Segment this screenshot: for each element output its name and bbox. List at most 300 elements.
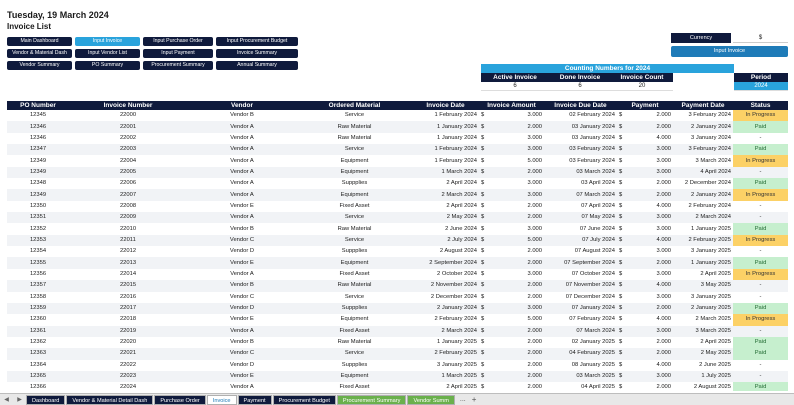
table-cell[interactable]: 3 January 2025 bbox=[691, 293, 731, 300]
table-cell[interactable]: Raw Material bbox=[337, 339, 372, 346]
table-cell[interactable]: 1 March 2024 bbox=[412, 167, 479, 178]
table-cell[interactable]: 12352 bbox=[29, 225, 47, 232]
table-cell[interactable]: 22001 bbox=[69, 121, 187, 132]
table-cell[interactable] bbox=[617, 382, 673, 391]
table-cell[interactable]: 22010 bbox=[119, 225, 137, 232]
status-badge[interactable]: Paid bbox=[733, 223, 788, 234]
table-cell[interactable] bbox=[479, 121, 544, 132]
table-cell[interactable]: Fixed Asset bbox=[339, 270, 370, 277]
table-cell[interactable]: 3 January 2025 bbox=[437, 361, 477, 368]
table-cell[interactable]: 07 April 2024 bbox=[581, 202, 615, 209]
table-row[interactable] bbox=[7, 348, 788, 359]
table-cell[interactable] bbox=[479, 189, 544, 200]
table-cell[interactable]: Vendor A bbox=[187, 167, 297, 178]
table-cell[interactable]: 1 January 2024 bbox=[437, 134, 477, 141]
table-cell[interactable]: 22023 bbox=[69, 371, 187, 382]
table-cell[interactable]: 1 February 2024 bbox=[412, 144, 479, 155]
status-badge[interactable]: In Progress bbox=[733, 269, 788, 280]
input-vendor-list-button[interactable]: Input Vendor List bbox=[75, 49, 140, 58]
table-cell[interactable]: 12356 bbox=[29, 270, 47, 277]
table-cell[interactable] bbox=[479, 314, 544, 325]
table-cell[interactable] bbox=[479, 246, 544, 257]
table-cell[interactable]: 1 July 2025 bbox=[673, 371, 733, 382]
po-summary-button[interactable]: PO Summary bbox=[75, 61, 140, 70]
table-cell[interactable]: Vendor A bbox=[230, 384, 254, 391]
table-cell[interactable] bbox=[479, 337, 544, 348]
table-cell[interactable]: 22014 bbox=[119, 270, 137, 277]
status-badge[interactable]: - bbox=[733, 371, 788, 382]
table-cell[interactable]: Service bbox=[297, 212, 412, 223]
table-cell[interactable]: 07 November 2024 bbox=[544, 280, 617, 291]
table-cell[interactable]: Vendor A bbox=[187, 121, 297, 132]
status-badge[interactable]: Paid bbox=[733, 337, 788, 348]
status-badge[interactable]: - bbox=[733, 326, 788, 337]
table-cell[interactable]: Service bbox=[344, 112, 365, 119]
table-cell[interactable]: 2 May 2025 bbox=[673, 348, 733, 359]
table-cell[interactable] bbox=[617, 303, 673, 314]
table-cell[interactable]: 12360 bbox=[29, 316, 47, 323]
table-cell[interactable]: 03 February 2024 bbox=[544, 144, 617, 155]
sheet-tab[interactable]: Invoice bbox=[207, 395, 237, 405]
table-cell[interactable]: 12359 bbox=[7, 303, 69, 314]
table-row[interactable] bbox=[7, 246, 788, 257]
table-cell[interactable]: Vendor A bbox=[230, 270, 254, 277]
table-cell[interactable]: 07 December 2024 bbox=[565, 293, 615, 300]
table-cell[interactable] bbox=[617, 201, 673, 212]
table-cell[interactable] bbox=[479, 201, 544, 212]
table-cell[interactable]: Vendor E bbox=[187, 371, 297, 382]
table-row[interactable] bbox=[7, 223, 788, 234]
status-badge[interactable]: Paid bbox=[733, 178, 788, 189]
sheet-tab[interactable]: Vendor Summ bbox=[407, 395, 454, 405]
table-cell[interactable]: Vendor A bbox=[230, 157, 254, 164]
table-cell[interactable]: 22002 bbox=[119, 134, 137, 141]
currency-value[interactable]: $ bbox=[733, 33, 788, 43]
table-cell[interactable]: 2 December 2024 bbox=[430, 293, 477, 300]
table-cell[interactable]: Vendor A bbox=[187, 144, 297, 155]
status-badge[interactable]: - bbox=[733, 212, 788, 223]
vendor-summary-button[interactable]: Vendor Summary bbox=[7, 61, 72, 70]
period-value[interactable]: 2024 bbox=[734, 82, 788, 91]
table-cell[interactable]: Vendor D bbox=[229, 248, 255, 255]
table-row[interactable] bbox=[7, 110, 788, 121]
table-cell[interactable]: 04 April 2025 bbox=[581, 384, 615, 391]
table-row[interactable] bbox=[7, 314, 788, 325]
table-cell[interactable]: Equipment bbox=[297, 167, 412, 178]
table-cell[interactable] bbox=[479, 110, 544, 121]
table-cell[interactable]: 2 March 2025 bbox=[695, 316, 731, 323]
table-row[interactable] bbox=[7, 121, 788, 132]
status-badge[interactable]: In Progress bbox=[733, 235, 788, 246]
table-cell[interactable]: 2 February 2025 bbox=[673, 235, 733, 246]
table-cell[interactable]: 03 January 2024 bbox=[571, 134, 615, 141]
table-cell[interactable]: Vendor A bbox=[230, 134, 254, 141]
table-cell[interactable] bbox=[617, 110, 673, 121]
table-cell[interactable]: Fixed Asset bbox=[339, 202, 370, 209]
table-cell[interactable]: 22018 bbox=[119, 316, 137, 323]
input-invoice-nav-button[interactable]: Input Invoice bbox=[75, 37, 140, 46]
table-cell[interactable]: 3 February 2024 bbox=[688, 112, 731, 119]
status-badge[interactable]: - bbox=[733, 167, 788, 178]
table-cell[interactable]: 2 February 2025 bbox=[412, 348, 479, 359]
table-cell[interactable]: Vendor D bbox=[187, 303, 297, 314]
table-cell[interactable]: 2 January 2024 bbox=[412, 303, 479, 314]
table-cell[interactable] bbox=[617, 257, 673, 268]
table-cell[interactable]: 1 March 2025 bbox=[412, 371, 479, 382]
table-cell[interactable]: 22016 bbox=[119, 293, 137, 300]
table-cell[interactable]: 12349 bbox=[7, 189, 69, 200]
table-cell[interactable]: 12346 bbox=[29, 134, 47, 141]
status-badge[interactable]: - bbox=[759, 202, 762, 209]
table-cell[interactable] bbox=[617, 348, 673, 359]
table-cell[interactable]: 2 April 2025 bbox=[446, 384, 477, 391]
table-cell[interactable] bbox=[479, 144, 544, 155]
table-cell[interactable]: 2 April 2024 bbox=[446, 202, 477, 209]
table-cell[interactable]: 2 October 2024 bbox=[437, 270, 477, 277]
table-cell[interactable]: 12348 bbox=[29, 180, 47, 187]
table-cell[interactable]: 22013 bbox=[69, 257, 187, 268]
table-cell[interactable]: 22011 bbox=[69, 235, 187, 246]
table-cell[interactable] bbox=[479, 269, 544, 280]
table-cell[interactable]: 03 March 2025 bbox=[544, 371, 617, 382]
table-cell[interactable]: Vendor C bbox=[187, 348, 297, 359]
table-cell[interactable]: 1 January 2024 bbox=[412, 121, 479, 132]
table-cell[interactable]: 2 August 2024 bbox=[439, 248, 477, 255]
table-cell[interactable]: Vendor E bbox=[230, 316, 254, 323]
table-cell[interactable]: 07 March 2024 bbox=[544, 326, 617, 337]
table-cell[interactable]: 07 May 2024 bbox=[544, 212, 617, 223]
table-cell[interactable]: Service bbox=[297, 348, 412, 359]
table-cell[interactable]: Vendor A bbox=[230, 180, 254, 187]
table-cell[interactable]: 2 March 2024 bbox=[673, 212, 733, 223]
table-cell[interactable] bbox=[479, 280, 544, 291]
table-cell[interactable]: Raw Material bbox=[337, 134, 372, 141]
table-cell[interactable]: 22022 bbox=[119, 361, 137, 368]
table-cell[interactable]: 12349 bbox=[7, 167, 69, 178]
table-cell[interactable]: 12366 bbox=[29, 384, 47, 391]
procurement-summary-button[interactable]: Procurement Summary bbox=[143, 61, 213, 70]
invoice-summary-button[interactable]: Invoice Summary bbox=[216, 49, 298, 58]
table-cell[interactable]: 2 March 2024 bbox=[412, 326, 479, 337]
sheet-tab[interactable]: Procurement Summary bbox=[337, 395, 407, 405]
status-badge[interactable]: Paid bbox=[733, 348, 788, 359]
table-cell[interactable]: 03 January 2024 bbox=[544, 121, 617, 132]
annual-summary-button[interactable]: Annual Summary bbox=[216, 61, 298, 70]
table-cell[interactable] bbox=[617, 326, 673, 337]
table-cell[interactable]: 12351 bbox=[7, 212, 69, 223]
table-cell[interactable]: 22012 bbox=[119, 248, 137, 255]
table-cell[interactable]: Vendor A bbox=[187, 189, 297, 200]
status-badge[interactable]: In Progress bbox=[733, 314, 788, 325]
table-cell[interactable]: 2 June 2025 bbox=[699, 361, 731, 368]
table-cell[interactable] bbox=[617, 167, 673, 178]
sheet-tab[interactable]: Purchase Order bbox=[154, 395, 205, 405]
table-cell[interactable]: Suppplies bbox=[297, 303, 412, 314]
table-row[interactable] bbox=[7, 326, 788, 337]
table-cell[interactable]: Suppplies bbox=[341, 180, 368, 187]
table-cell[interactable] bbox=[617, 246, 673, 257]
sheet-tab[interactable]: Payment bbox=[238, 395, 272, 405]
table-cell[interactable]: Vendor D bbox=[229, 361, 255, 368]
table-cell[interactable]: 02 January 2025 bbox=[571, 339, 615, 346]
table-cell[interactable]: Raw Material bbox=[297, 280, 412, 291]
table-cell[interactable] bbox=[617, 178, 673, 189]
table-row[interactable] bbox=[7, 292, 788, 303]
table-cell[interactable]: 22007 bbox=[69, 189, 187, 200]
table-cell[interactable]: 22004 bbox=[119, 157, 137, 164]
table-row[interactable] bbox=[7, 155, 788, 166]
table-cell[interactable] bbox=[617, 189, 673, 200]
status-badge[interactable]: - bbox=[759, 361, 762, 368]
table-cell[interactable]: 07 October 2024 bbox=[571, 270, 615, 277]
table-cell[interactable]: 03 April 2024 bbox=[581, 180, 615, 187]
table-cell[interactable]: Vendor C bbox=[229, 293, 255, 300]
table-cell[interactable]: 22003 bbox=[69, 144, 187, 155]
table-cell[interactable] bbox=[479, 292, 544, 303]
status-badge[interactable]: In Progress bbox=[733, 155, 788, 166]
table-cell[interactable]: 07 February 2024 bbox=[569, 316, 615, 323]
sheet-tab[interactable]: Vendor & Material Detail Dash bbox=[66, 395, 153, 405]
table-cell[interactable]: 03 March 2024 bbox=[544, 167, 617, 178]
table-cell[interactable]: 1 January 2025 bbox=[673, 257, 733, 268]
table-cell[interactable]: 2 February 2024 bbox=[434, 316, 477, 323]
table-cell[interactable]: 12363 bbox=[7, 348, 69, 359]
table-cell[interactable]: 1 January 2025 bbox=[437, 339, 477, 346]
table-cell[interactable] bbox=[617, 360, 673, 371]
table-cell[interactable]: Vendor A bbox=[187, 212, 297, 223]
table-cell[interactable]: Vendor B bbox=[230, 225, 254, 232]
table-row[interactable] bbox=[7, 303, 788, 314]
table-cell[interactable]: 3 March 2025 bbox=[673, 326, 733, 337]
table-cell[interactable] bbox=[479, 223, 544, 234]
table-cell[interactable]: 4 April 2024 bbox=[673, 167, 733, 178]
table-cell[interactable] bbox=[617, 314, 673, 325]
add-sheet-icon[interactable]: + bbox=[471, 395, 477, 404]
table-row[interactable] bbox=[7, 178, 788, 189]
table-cell[interactable]: 07 July 2024 bbox=[544, 235, 617, 246]
status-badge[interactable]: Paid bbox=[733, 144, 788, 155]
table-cell[interactable]: 2 June 2024 bbox=[445, 225, 477, 232]
table-cell[interactable]: 12358 bbox=[29, 293, 47, 300]
table-cell[interactable]: 2 September 2024 bbox=[412, 257, 479, 268]
table-row[interactable] bbox=[7, 144, 788, 155]
table-cell[interactable] bbox=[479, 360, 544, 371]
table-cell[interactable]: 22005 bbox=[69, 167, 187, 178]
main-dashboard-button[interactable]: Main Dashboard bbox=[7, 37, 72, 46]
table-cell[interactable]: 2 February 2024 bbox=[688, 202, 731, 209]
table-cell[interactable]: 22006 bbox=[119, 180, 137, 187]
table-cell[interactable]: Vendor A bbox=[187, 326, 297, 337]
table-cell[interactable]: Fixed Asset bbox=[297, 326, 412, 337]
table-cell[interactable]: 22020 bbox=[119, 339, 137, 346]
table-cell[interactable]: Service bbox=[297, 235, 412, 246]
table-row[interactable] bbox=[7, 337, 788, 348]
table-cell[interactable] bbox=[617, 371, 673, 382]
table-cell[interactable]: 12355 bbox=[7, 257, 69, 268]
table-cell[interactable]: 2 April 2025 bbox=[700, 339, 731, 346]
table-cell[interactable]: 22000 bbox=[119, 112, 137, 119]
table-cell[interactable]: Suppplies bbox=[341, 248, 368, 255]
table-cell[interactable]: 3 February 2024 bbox=[673, 144, 733, 155]
table-cell[interactable]: 22019 bbox=[69, 326, 187, 337]
table-cell[interactable]: 12362 bbox=[29, 339, 47, 346]
table-row[interactable] bbox=[7, 167, 788, 178]
table-cell[interactable] bbox=[617, 337, 673, 348]
status-badge[interactable]: In Progress bbox=[733, 189, 788, 200]
input-procurement-budget-button[interactable]: Input Procurement Budget bbox=[216, 37, 298, 46]
table-row[interactable] bbox=[7, 257, 788, 268]
table-cell[interactable]: 2 January 2024 bbox=[673, 121, 733, 132]
table-cell[interactable]: Fixed Asset bbox=[339, 384, 370, 391]
table-cell[interactable]: Raw Material bbox=[337, 225, 372, 232]
input-payment-button[interactable]: Input Payment bbox=[143, 49, 213, 58]
table-cell[interactable]: 2 July 2024 bbox=[412, 235, 479, 246]
table-cell[interactable]: 07 June 2024 bbox=[579, 225, 615, 232]
table-cell[interactable] bbox=[617, 269, 673, 280]
table-row[interactable] bbox=[7, 371, 788, 382]
table-cell[interactable]: 03 February 2024 bbox=[569, 157, 615, 164]
table-cell[interactable] bbox=[479, 303, 544, 314]
table-cell[interactable] bbox=[479, 167, 544, 178]
table-cell[interactable]: 12347 bbox=[7, 144, 69, 155]
table-cell[interactable]: 3 May 2025 bbox=[673, 280, 733, 291]
table-cell[interactable]: 12353 bbox=[7, 235, 69, 246]
table-cell[interactable]: 2 April 2024 bbox=[446, 180, 477, 187]
status-badge[interactable]: Paid bbox=[733, 303, 788, 314]
table-cell[interactable]: Service bbox=[297, 144, 412, 155]
table-cell[interactable]: 3 January 2024 bbox=[691, 134, 731, 141]
table-cell[interactable]: 22024 bbox=[119, 384, 137, 391]
table-cell[interactable]: 2 May 2024 bbox=[412, 212, 479, 223]
table-cell[interactable] bbox=[617, 292, 673, 303]
table-cell[interactable]: 12346 bbox=[7, 121, 69, 132]
table-cell[interactable]: 1 February 2024 bbox=[434, 157, 477, 164]
table-cell[interactable]: Equipment bbox=[297, 189, 412, 200]
table-cell[interactable]: Vendor C bbox=[187, 235, 297, 246]
table-row[interactable] bbox=[7, 201, 788, 212]
table-cell[interactable]: Service bbox=[344, 293, 365, 300]
status-badge[interactable]: - bbox=[759, 248, 762, 255]
table-cell[interactable] bbox=[479, 257, 544, 268]
table-cell[interactable]: Equipment bbox=[340, 316, 369, 323]
table-cell[interactable]: Equipment bbox=[297, 371, 412, 382]
table-cell[interactable] bbox=[479, 133, 544, 144]
table-cell[interactable] bbox=[617, 212, 673, 223]
table-cell[interactable] bbox=[479, 212, 544, 223]
table-row[interactable] bbox=[7, 382, 788, 391]
status-badge[interactable]: Paid bbox=[733, 382, 788, 391]
table-cell[interactable] bbox=[617, 155, 673, 166]
tab-scroll-left-icon[interactable]: ◀ bbox=[4, 397, 9, 403]
table-cell[interactable]: Raw Material bbox=[297, 121, 412, 132]
table-row[interactable] bbox=[7, 269, 788, 280]
table-cell[interactable]: Vendor E bbox=[230, 202, 254, 209]
sheet-tab[interactable]: Procurement Budget bbox=[273, 395, 336, 405]
table-row[interactable] bbox=[7, 189, 788, 200]
table-cell[interactable] bbox=[617, 133, 673, 144]
table-cell[interactable] bbox=[617, 144, 673, 155]
table-cell[interactable]: 2 January 2025 bbox=[673, 303, 733, 314]
status-badge[interactable]: - bbox=[759, 134, 762, 141]
table-cell[interactable]: Vendor B bbox=[187, 280, 297, 291]
table-cell[interactable] bbox=[617, 235, 673, 246]
input-invoice-button[interactable]: Input Invoice bbox=[671, 46, 788, 57]
table-cell[interactable]: 04 February 2025 bbox=[544, 348, 617, 359]
table-cell[interactable] bbox=[479, 178, 544, 189]
table-cell[interactable] bbox=[479, 371, 544, 382]
table-cell[interactable]: 12354 bbox=[29, 248, 47, 255]
table-cell[interactable]: 1 February 2024 bbox=[434, 112, 477, 119]
table-cell[interactable]: 12357 bbox=[7, 280, 69, 291]
table-cell[interactable]: 1 January 2025 bbox=[691, 225, 731, 232]
table-cell[interactable]: 3 March 2024 bbox=[695, 157, 731, 164]
table-cell[interactable]: 12365 bbox=[7, 371, 69, 382]
table-cell[interactable]: 2 April 2025 bbox=[700, 270, 731, 277]
table-cell[interactable]: 2 August 2025 bbox=[693, 384, 731, 391]
table-cell[interactable]: 22017 bbox=[69, 303, 187, 314]
table-cell[interactable]: 2 March 2024 bbox=[412, 189, 479, 200]
table-cell[interactable] bbox=[617, 280, 673, 291]
table-cell[interactable]: Vendor B bbox=[230, 112, 254, 119]
table-cell[interactable]: Equipment bbox=[340, 157, 369, 164]
table-row[interactable] bbox=[7, 235, 788, 246]
table-cell[interactable]: 12345 bbox=[29, 112, 47, 119]
table-cell[interactable]: 2 December 2024 bbox=[684, 180, 731, 187]
table-cell[interactable] bbox=[479, 235, 544, 246]
table-cell[interactable]: 08 January 2025 bbox=[571, 361, 615, 368]
table-cell[interactable] bbox=[479, 348, 544, 359]
table-cell[interactable]: 22009 bbox=[69, 212, 187, 223]
table-cell[interactable]: 3 January 2025 bbox=[691, 248, 731, 255]
status-badge[interactable]: In Progress bbox=[733, 110, 788, 121]
status-badge[interactable]: - bbox=[759, 293, 762, 300]
table-cell[interactable]: 2 November 2024 bbox=[412, 280, 479, 291]
table-cell[interactable] bbox=[617, 223, 673, 234]
table-row[interactable] bbox=[7, 280, 788, 291]
more-tabs-button[interactable]: ... bbox=[459, 396, 466, 403]
table-cell[interactable] bbox=[479, 326, 544, 337]
status-badge[interactable]: - bbox=[733, 280, 788, 291]
tab-scroll-right-icon[interactable]: ▶ bbox=[17, 397, 22, 403]
input-purchase-order-button[interactable]: Input Purchase Order bbox=[143, 37, 213, 46]
table-cell[interactable]: 12350 bbox=[29, 202, 47, 209]
table-cell[interactable]: 07 March 2024 bbox=[544, 189, 617, 200]
table-row[interactable] bbox=[7, 212, 788, 223]
table-cell[interactable]: 22015 bbox=[69, 280, 187, 291]
table-row[interactable] bbox=[7, 133, 788, 144]
table-cell[interactable] bbox=[617, 121, 673, 132]
sheet-tab[interactable]: Dashboard bbox=[26, 395, 65, 405]
table-cell[interactable] bbox=[479, 155, 544, 166]
status-badge[interactable]: Paid bbox=[733, 257, 788, 268]
table-cell[interactable]: 12349 bbox=[29, 157, 47, 164]
table-cell[interactable]: 07 September 2024 bbox=[544, 257, 617, 268]
table-cell[interactable]: 2 January 2024 bbox=[673, 189, 733, 200]
table-cell[interactable]: Suppplies bbox=[341, 361, 368, 368]
table-cell[interactable]: 22008 bbox=[119, 202, 137, 209]
table-cell[interactable] bbox=[479, 382, 544, 391]
table-cell[interactable]: 12361 bbox=[7, 326, 69, 337]
table-cell[interactable]: 07 August 2024 bbox=[574, 248, 615, 255]
table-cell[interactable]: Vendor E bbox=[187, 257, 297, 268]
table-cell[interactable]: Vendor B bbox=[230, 339, 254, 346]
table-cell[interactable]: 02 February 2024 bbox=[569, 112, 615, 119]
table-cell[interactable]: 07 January 2024 bbox=[544, 303, 617, 314]
status-badge[interactable]: Paid bbox=[733, 121, 788, 132]
table-row[interactable] bbox=[7, 360, 788, 371]
vendor-material-dash-button[interactable]: Vendor & Material Dash bbox=[7, 49, 72, 58]
table-cell[interactable]: 12364 bbox=[29, 361, 47, 368]
